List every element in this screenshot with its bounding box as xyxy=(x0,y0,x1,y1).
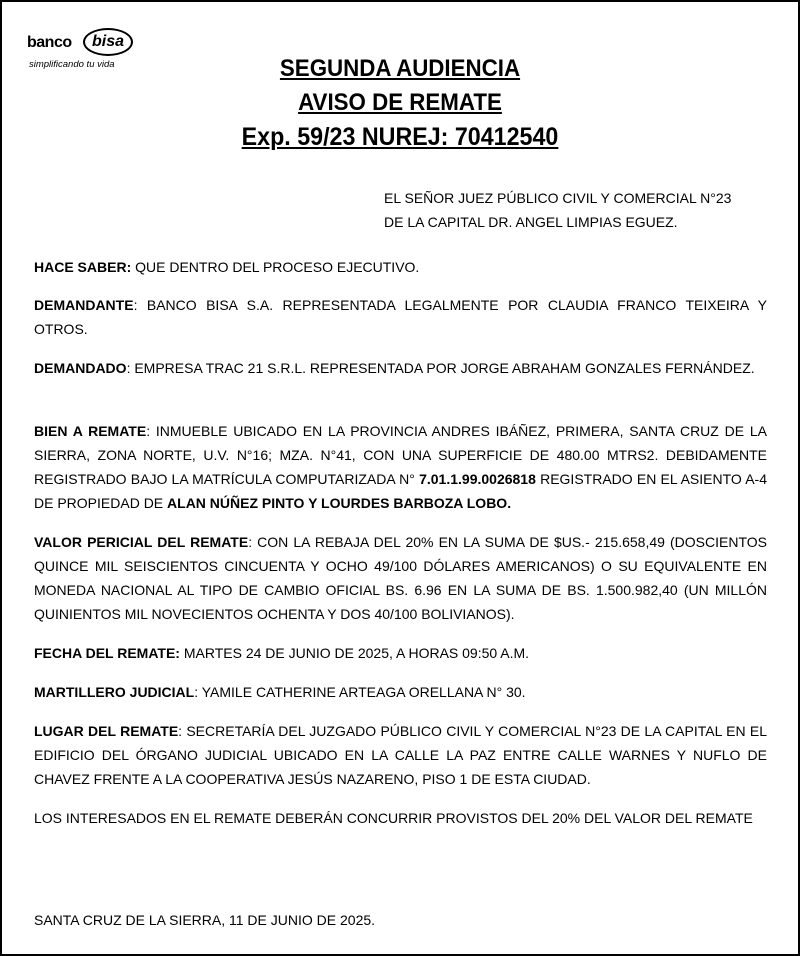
demandado-label: DEMANDADO xyxy=(34,360,127,376)
demandado-text: : EMPRESA TRAC 21 S.R.L. REPRESENTADA POR JORGE ABRAHAM GONZALES FERNÁNDEZ. xyxy=(126,360,755,376)
valor-pericial-paragraph xyxy=(34,530,767,626)
judge-line-1: EL SEÑOR JUEZ PÚBLICO CIVIL Y COMERCIAL N°23 xyxy=(384,190,732,206)
hace-saber-label: HACE SABER: xyxy=(34,259,132,275)
title-line-1: SEGUNDA AUDIENCIA xyxy=(279,55,521,82)
lugar-remate-text: : SECRETARÍA DEL JUZGADO PÚBLICO CIVIL Y COMERCIAL N°23 DE LA CAPITAL EN EL EDIFICIO DEL ÓRGANO JUDICIAL UBICADO EN LA CALLE LA PAZ ENTRE CALLE WARNES Y NUFLO DE CHAVEZ FRENTE A LA COOPERATIVA JESÚS NAZARENO, PISO 1 DE ESTA CIUDAD. xyxy=(34,723,767,787)
bien-remate-text-1: : INMUEBLE UBICADO EN LA PROVINCIA ANDRES IBÁÑEZ, PRIMERA, SANTA CRUZ DE LA SIERRA, ZONA NORTE, U.V. N°16; MZA. N°41, CON UNA SUPERFICIE DE 480.00 MTRS2. DEBIDAMENTE REGISTRADO BAJO LA MATRÍCULA COMPUTARIZADA N° xyxy=(34,423,767,487)
judge-block xyxy=(384,186,774,234)
demandante-label: DEMANDANTE xyxy=(34,297,134,313)
logo-mark: bisa xyxy=(83,28,133,56)
logo-word: banco xyxy=(27,34,72,51)
valor-pericial-text: : CON LA REBAJA DEL 20% EN LA SUMA DE $US.- 215.658,49 (DOSCIENTOS QUINCE MIL SEISCIENTOS CINCUENTA Y OCHO 49/100 DÓLARES AMERICANOS) O SU EQUIVALENTE EN MONEDA NACIONAL AL TIPO DE CAMBIO OFICIAL BS. 6.96 EN LA SUMA DE BS. 1.500.982,40 (UN MILLÓN QUINIENTOS MIL NOVECIENTOS OCHENTA Y DOS 40/100 BOLIVIANOS). xyxy=(34,534,767,622)
property-owners: ALAN NÚÑEZ PINTO Y LOURDES BARBOZA LOBO. xyxy=(167,495,512,511)
interesados-paragraph: LOS INTERESADOS EN EL REMATE DEBERÁN CONCURRIR PROVISTOS DEL 20% DEL VALOR DEL REMATE xyxy=(34,810,753,826)
fecha-remate-text: MARTES 24 DE JUNIO DE 2025, A HORAS 09:50 A.M. xyxy=(179,645,530,661)
demandado-paragraph xyxy=(34,356,767,380)
lugar-remate-paragraph xyxy=(34,719,767,791)
logo-tagline: simplificando tu vida xyxy=(29,59,115,70)
martillero-paragraph xyxy=(34,680,767,704)
place-date-line: SANTA CRUZ DE LA SIERRA, 11 DE JUNIO DE 2025. xyxy=(34,912,376,928)
demandante-paragraph xyxy=(34,293,767,341)
martillero-label: MARTILLERO JUDICIAL xyxy=(34,684,195,700)
matricula-number: 7.01.1.99.0026818 xyxy=(419,471,536,487)
bien-remate-label: BIEN A REMATE xyxy=(34,423,147,439)
bien-remate-paragraph xyxy=(34,419,767,515)
judge-line-2: DE LA CAPITAL DR. ANGEL LIMPIAS EGUEZ. xyxy=(384,214,678,230)
title-line-3: Exp. 59/23 NUREJ: 70412540 xyxy=(241,123,559,151)
bien-remate-text-2: REGISTRADO EN EL ASIENTO A-4 DE PROPIEDAD DE xyxy=(34,471,768,511)
hace-saber-paragraph xyxy=(34,255,767,279)
fecha-remate-label: FECHA DEL REMATE: xyxy=(34,645,180,661)
martillero-text: : YAMILE CATHERINE ARTEAGA ORELLANA N° 30. xyxy=(194,684,526,700)
title-line-2: AVISO DE REMATE xyxy=(298,89,502,116)
valor-pericial-label: VALOR PERICIAL DEL REMATE xyxy=(34,534,249,550)
demandante-text: : BANCO BISA S.A. REPRESENTADA LEGALMENTE POR CLAUDIA FRANCO TEIXEIRA Y OTROS. xyxy=(34,297,767,337)
hace-saber-text: QUE DENTRO DEL PROCESO EJECUTIVO. xyxy=(131,259,420,275)
lugar-remate-label: LUGAR DEL REMATE xyxy=(34,723,179,739)
fecha-remate-paragraph xyxy=(34,641,767,665)
